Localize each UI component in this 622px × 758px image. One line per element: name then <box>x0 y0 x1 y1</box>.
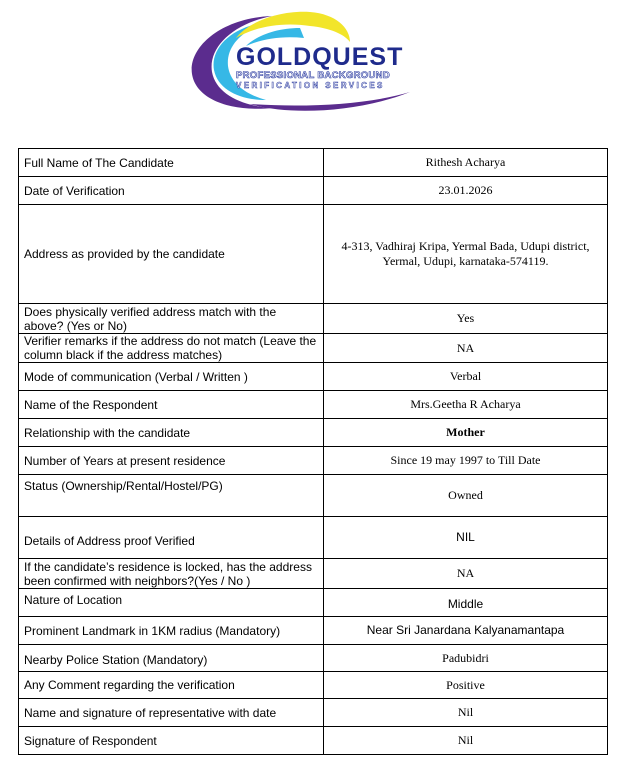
field-value: NIL <box>324 517 608 559</box>
field-label: Any Comment regarding the verification <box>19 672 324 699</box>
table-row <box>19 391 608 419</box>
brand-text <box>236 44 403 91</box>
field-label: Status (Ownership/Rental/Hostel/PG) <box>19 475 324 517</box>
field-label: Verifier remarks if the address do not match (Leave the column black if the address matches) <box>19 334 324 363</box>
field-value: Nil <box>324 699 608 727</box>
field-label: Mode of communication (Verbal / Written ) <box>19 363 324 391</box>
field-value: Yes <box>324 304 608 334</box>
field-value: NA <box>324 334 608 363</box>
field-label: Nearby Police Station (Mandatory) <box>19 645 324 672</box>
verification-table <box>18 148 608 755</box>
field-value: Verbal <box>324 363 608 391</box>
field-label: Does physically verified address match with the above? (Yes or No) <box>19 304 324 334</box>
field-label: Nature of Location <box>19 589 324 617</box>
table-row <box>19 363 608 391</box>
field-value: Owned <box>324 475 608 517</box>
table-row <box>19 177 608 205</box>
table-row <box>19 304 608 334</box>
field-label: Relationship with the candidate <box>19 419 324 447</box>
field-value: Padubidri <box>324 645 608 672</box>
field-label: Name of the Respondent <box>19 391 324 419</box>
field-label: Signature of Respondent <box>19 727 324 755</box>
field-value: Mother <box>324 419 608 447</box>
table-row <box>19 645 608 672</box>
brand-tagline-2: VERIFICATION SERVICES <box>236 81 385 90</box>
table-row <box>19 447 608 475</box>
field-value: Near Sri Janardana Kalyanamantapa <box>324 617 608 645</box>
table-row <box>19 589 608 617</box>
table-row <box>19 727 608 755</box>
table-row <box>19 517 608 559</box>
table-row <box>19 617 608 645</box>
field-label: Number of Years at present residence <box>19 447 324 475</box>
field-label: Details of Address proof Verified <box>19 517 324 559</box>
table-row <box>19 699 608 727</box>
field-value: Middle <box>324 589 608 617</box>
field-value: NA <box>324 559 608 589</box>
field-value: 4-313, Vadhiraj Kripa, Yermal Bada, Udupi district, Yermal, Udupi, karnataka-574119. <box>324 205 608 304</box>
field-value: Nil <box>324 727 608 755</box>
field-value: Positive <box>324 672 608 699</box>
table-row <box>19 149 608 177</box>
goldquest-logo <box>180 8 450 118</box>
field-value: Since 19 may 1997 to Till Date <box>324 447 608 475</box>
field-label: Full Name of The Candidate <box>19 149 324 177</box>
field-label: Name and signature of representative with date <box>19 699 324 727</box>
brand-tagline-1: PROFESSIONAL BACKGROUND <box>236 70 390 81</box>
table-row <box>19 672 608 699</box>
field-value: Mrs.Geetha R Acharya <box>324 391 608 419</box>
field-label: Address as provided by the candidate <box>19 205 324 304</box>
field-value: Rithesh Acharya <box>324 149 608 177</box>
table-row <box>19 419 608 447</box>
field-label: If the candidate’s residence is locked, has the address been confirmed with neighbors?(Yes / No ) <box>19 559 324 589</box>
table-row <box>19 475 608 517</box>
table-row <box>19 559 608 589</box>
brand-name: GOLDQUEST <box>236 43 404 71</box>
field-label: Prominent Landmark in 1KM radius (Mandatory) <box>19 617 324 645</box>
table-row <box>19 334 608 363</box>
field-label: Date of Verification <box>19 177 324 205</box>
field-value: 23.01.2026 <box>324 177 608 205</box>
table-row <box>19 205 608 304</box>
